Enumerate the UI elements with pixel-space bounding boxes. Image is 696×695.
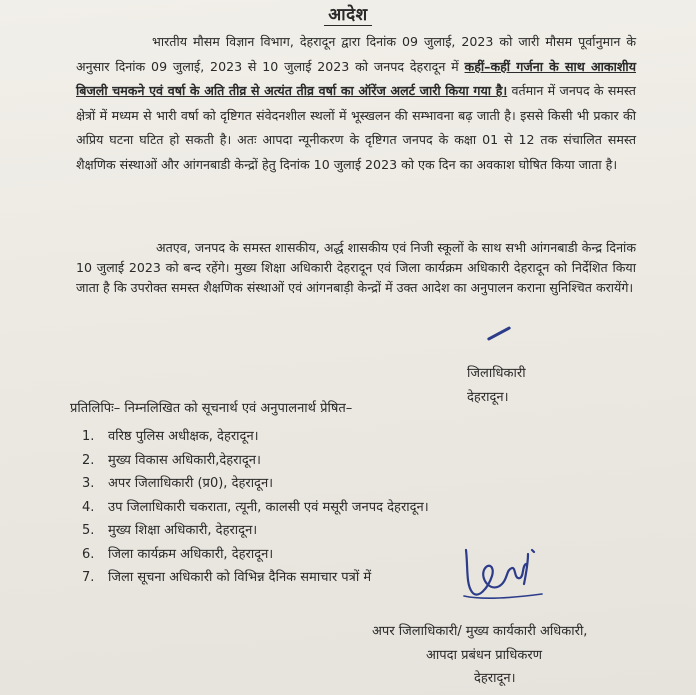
list-item: 4. उप जिलाधिकारी चकराता, त्यूनी, कालसी एवं मसूरी जनपद देहरादून। [82, 499, 429, 515]
list-item: 6. जिला कार्यक्रम अधिकारी, देहरादून। [82, 546, 274, 562]
signatory-district-magistrate [467, 362, 526, 410]
signatory1-title: जिलाधिकारी [467, 366, 526, 381]
copy-to-list [82, 425, 429, 590]
para2-text: अतएव, जनपद के समस्त शासकीय, अर्द्ध शासकीय एवं निजी स्कूलों के साथ सभी आंगनबाडी केन्द्र दिनांक 10 जुलाई 2023 को बन्द रहेंगे। मुख्य शिक्षा अधिकारी देहरादून एवं जिला कार्यक्रम अधिकारी देहरादून को निर्देशित किया जाता है कि उपरोक्त समस्त शैक्षणिक संस्थाओं एवं आंगनबाड़ी केन्द्रों में उक्त आदेश का अनुपालन कराना सुनिश्चित करायेंगे। [76, 240, 636, 295]
signatory-additional-dm [372, 620, 587, 691]
document-title [0, 2, 696, 25]
list-item: 3. अपर जिलाधिकारी (प्र0), देहरादून। [82, 476, 274, 491]
para1-alert-highlight: कहीं–कहीं गर्जना के साथ आकाशीय बिजली चमकने एवं वर्षा के अति तीव्र से अत्यंत तीव्र वर्षा का ऑरेंज अलर्ट जारी किया गया है। [76, 58, 636, 98]
list-item: 5. मुख्य शिक्षा अधिकारी, देहरादून। [82, 523, 258, 538]
list-item: 7. जिला सूचना अधिकारी को विभिन्न दैनिक समाचार पत्रों में [82, 570, 372, 585]
signatory1-place: देहरादून। [467, 390, 509, 405]
signature-mark [487, 326, 511, 341]
handwritten-signature [462, 540, 548, 604]
para1-before: भारतीय मौसम विज्ञान विभाग, देहरादून द्वारा दिनांक 09 जुलाई, 2023 को जारी मौसम पूर्वानुमान के अनुसार दिनांक 09 जुलाई, 2023 से 10 जुलाई 2023 को जनपद देहरादून में [76, 34, 636, 74]
order-paragraph-2 [76, 238, 636, 298]
list-item: 2. मुख्य विकास अधिकारी,देहरादून। [82, 452, 261, 468]
para1-after: वर्तमान में जनपद के समस्त क्षेत्रों में मध्यम से भारी वर्षा को दृष्टिगत संवेदनशील स्थलों में भूस्खलन की सम्भावना बढ़ जाती है। इससे किसी भी प्रकार की अप्रिय घटना घटित हो सकती है। अतः आपदा न्यूनीकरण के दृष्टिगत जनपद के कक्षा 01 से 12 तक संचालित समस्त शैक्षणिक संस्थाओं और आंगनबाडी केन्द्रों हेतु दिनांक 10 जुलाई 2023 को एक दिन का अवकाश घोषित किया जाता है। [76, 83, 636, 172]
signatory2-authority: आपदा प्रबंधन प्राधिकरण [426, 647, 543, 663]
list-item: 1. वरिष्ठ पुलिस अधीक्षक, देहरादून। [82, 429, 259, 444]
order-paragraph-1 [76, 30, 636, 177]
signatory2-title: अपर जिलाधिकारी/ मुख्य कार्यकारी अधिकारी, [372, 624, 588, 639]
title-text: आदेश [324, 5, 371, 26]
signatory2-place: देहरादून। [474, 671, 516, 686]
copy-to-heading: प्रतिलिपिः– निम्नलिखित को सूचनार्थ एवं अनुपालनार्थ प्रेषित– [70, 401, 353, 416]
